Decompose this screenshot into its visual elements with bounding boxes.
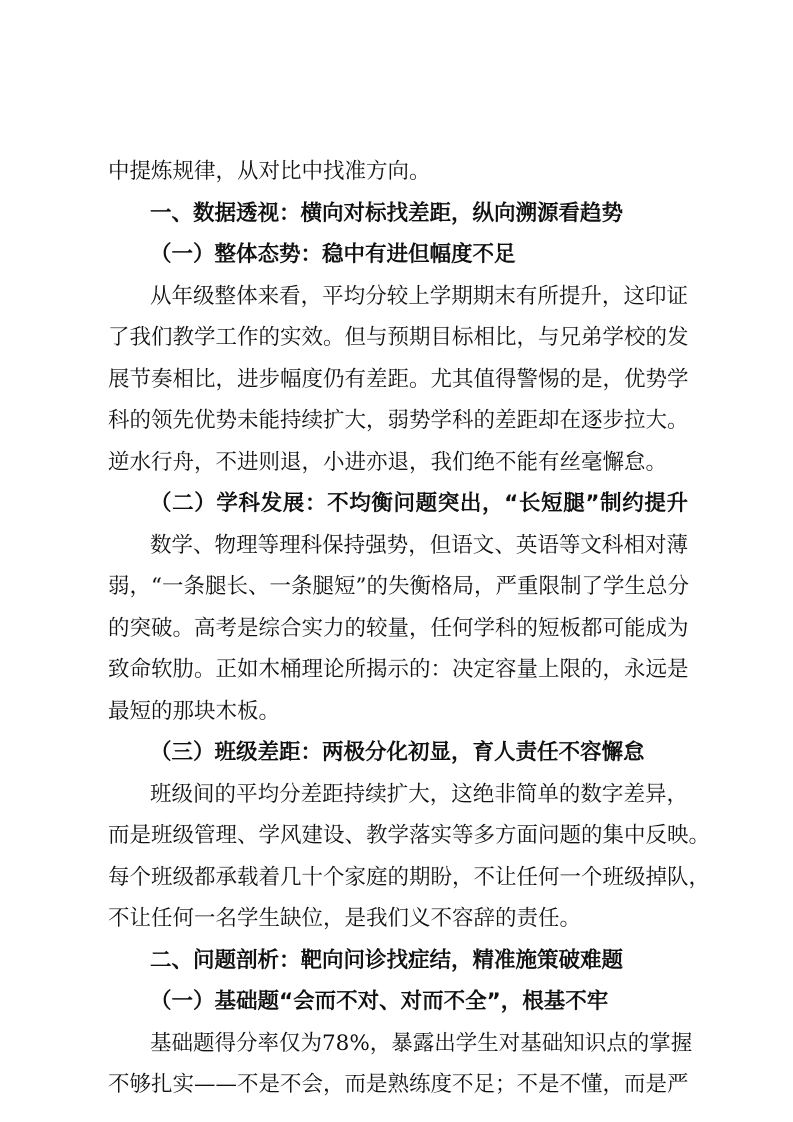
body-line: 中提炼规律，从对比中找准方向。 <box>108 159 431 184</box>
body-line: 基础题得分率仅为78%，暴露出学生对基础知识点的掌握 <box>150 1031 693 1056</box>
body-line: 逆水行舟，不进则退，小进亦退，我们绝不能有丝毫懈怠。 <box>108 450 668 475</box>
body-line: 不让任何一名学生缺位，是我们义不容辞的责任。 <box>108 906 582 931</box>
body-line: 最短的那块木板。 <box>108 699 281 724</box>
section-heading: 二、问题剖析：靶向问诊找症结，精准施策破难题 <box>150 948 624 973</box>
body-line: 的突破。高考是综合实力的较量，任何学科的短板都可能成为 <box>108 616 689 641</box>
subsection-heading: （一）整体态势：稳中有进但幅度不足 <box>150 242 516 267</box>
body-line: 数学、物理等理科保持强势，但语文、英语等文科相对薄 <box>150 533 688 558</box>
body-line: 科的领先优势未能持续扩大，弱势学科的差距却在逐步拉大。 <box>108 408 689 433</box>
subsection-heading: （二）学科发展：不均衡问题突出，“长短腿”制约提升 <box>150 491 688 516</box>
subsection-heading: （一）基础题“会而不对、对而不全”，根基不牢 <box>150 989 609 1014</box>
body-line: 班级间的平均分差距持续扩大，这绝非简单的数字差异， <box>150 782 688 807</box>
body-line: 展节奏相比，进步幅度仍有差距。尤其值得警惕的是，优势学 <box>108 367 689 392</box>
subsection-heading: （三）班级差距：两极分化初显，育人责任不容懈怠 <box>150 740 645 765</box>
body-line: 了我们教学工作的实效。但与预期目标相比，与兄弟学校的发 <box>108 325 689 350</box>
body-line: 弱，“一条腿长、一条腿短”的失衡格局，严重限制了学生总分 <box>108 574 689 599</box>
body-line: 致命软肋。正如木桶理论所揭示的：决定容量上限的，永远是 <box>108 657 689 682</box>
body-line: 而是班级管理、学风建设、教学落实等多方面问题的集中反映。 <box>108 823 711 848</box>
section-heading: 一、数据透视：横向对标找差距，纵向溯源看趋势 <box>150 201 624 226</box>
body-line: 从年级整体来看，平均分较上学期期末有所提升，这印证 <box>150 284 688 309</box>
body-line: 不够扎实——不是不会，而是熟练度不足；不是不懂，而是严 <box>108 1072 689 1097</box>
body-line: 每个班级都承载着几十个家庭的期盼，不让任何一个班级掉队， <box>108 865 711 890</box>
